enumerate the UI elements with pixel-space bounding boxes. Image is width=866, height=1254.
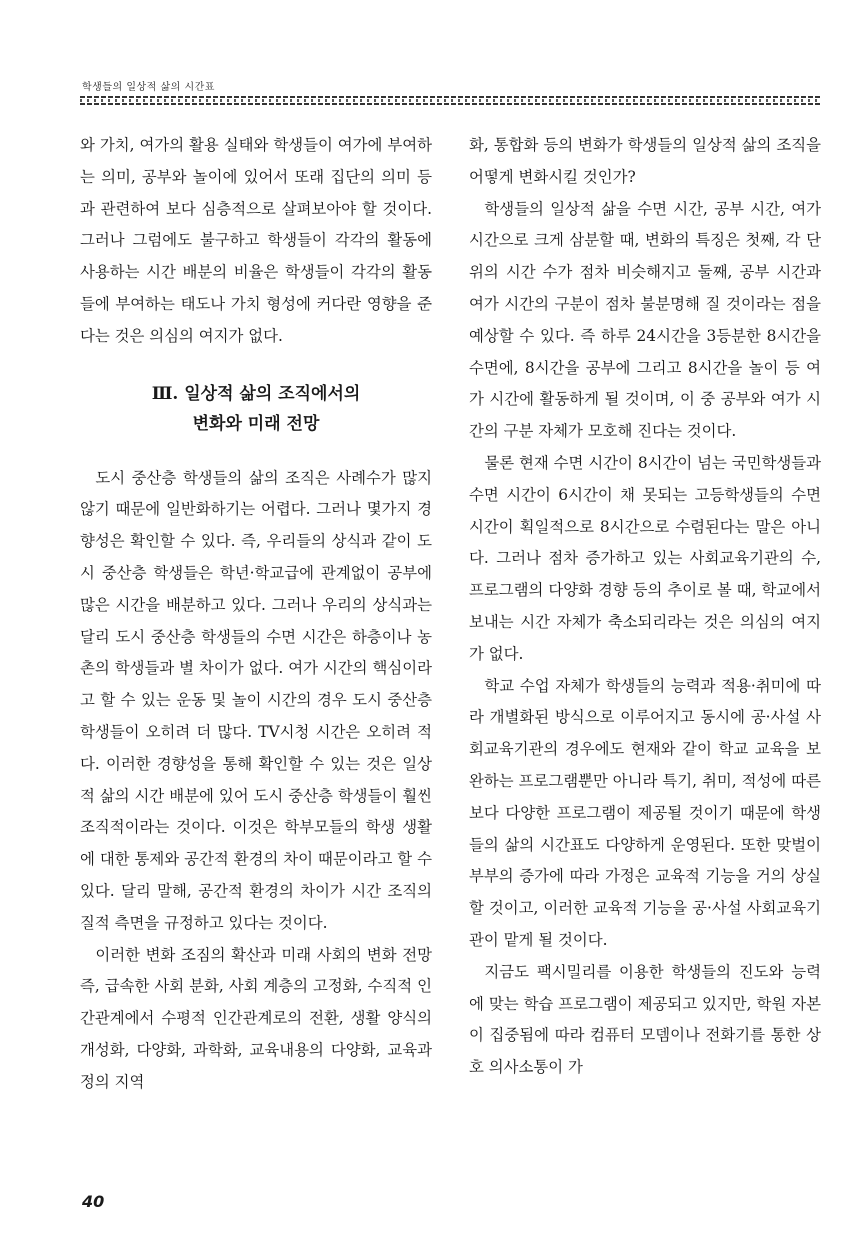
section-heading xyxy=(80,379,432,439)
paragraph: 와 가치, 여가의 활용 실태와 학생들이 여가에 부여하는 의미, 공부와 놀이에 있어서 또래 집단의 의미 등과 관련하여 보다 심층적으로 살펴보아야 할 것이다. 그러나 그럼에도 불구하고 학생들이 각각의 활동에 사용하는 시간 배분의 비율은 학생들이 각각의 활동들에 부여하는 태도나 가치 형성에 커다란 영향을 준다는 것은 의심의 여지가 없다. xyxy=(80,136,432,345)
paragraph: 학생들의 일상적 삶을 수면 시간, 공부 시간, 여가 시간으로 크게 삼분할 때, 변화의 특징은 첫째, 각 단위의 시간 수가 점차 비슷해지고 둘째, 공부 시간과 여가 시간의 구분이 점차 불분명해 질 것이라는 점을 예상할 수 있다. 즉 하루 24시간을 3등분한 8시간을 수면에, 8시간을 공부에 그리고 8시간을 놀이 등 여가 시간에 활동하게 될 것이며, 이 중 공부와 여가 시간의 구분 자체가 모호해 진다는 것이다. xyxy=(469,199,821,441)
page-number: 40 xyxy=(82,1192,105,1211)
left-column xyxy=(80,130,432,1099)
paragraph: 도시 중산층 학생들의 삶의 조직은 사례수가 많지 않기 때문에 일반화하기는 어렵다. 그러나 몇가지 경향성은 확인할 수 있다. 즉, 우리들의 상식과 같이 도시 중산층 학생들은 학년·학교급에 관계없이 공부에 많은 시간을 배분하고 있다. 그러나 우리의 상식과는 달리 도시 중산층 학생들의 수면 시간은 하층이나 농촌의 학생들과 별 차이가 없다. 여가 시간의 핵심이라고 할 수 있는 운동 및 놀이 시간의 경우 도시 중산층 학생들이 오히려 더 많다. TV시청 시간은 오히려 적다. 이러한 경향성을 통해 확인할 수 있는 것은 일상적 삶의 시간 배분에 있어 도시 중산층 학생들이 훨씬 조직적이라는 것이다. 이것은 학부모들의 학생 생활에 대한 통제와 공간적 환경의 차이 때문이라고 할 수 있다. 달리 말해, 공간적 환경의 차이가 시간 조직의 질적 측면을 규정하고 있다는 것이다. xyxy=(80,468,432,932)
right-column xyxy=(469,130,821,1084)
section-heading-line2: 변화와 미래 전망 xyxy=(192,413,320,434)
running-title: 학생들의 일상적 삶의 시간표 xyxy=(82,82,215,93)
paragraph: 물론 현재 수면 시간이 8시간이 넘는 국민학생들과 수면 시간이 6시간이 채 못되는 고등학생들의 수면 시간이 획일적으로 8시간으로 수렴된다는 말은 아니다. 그러나 점차 증가하고 있는 사회교육기관의 수, 프로그램의 다양화 경향 등의 추이로 볼 때, 학교에서 보내는 시간 자체가 축소되리라는 것은 의심의 여지가 없다. xyxy=(469,453,821,663)
paragraph: 지금도 팩시밀리를 이용한 학생들의 진도와 능력에 맞는 학습 프로그램이 제공되고 있지만, 학원 자본이 집중됨에 따라 컴퓨터 모뎀이나 전화기를 통한 상호 의사소통이 가 xyxy=(469,962,821,1077)
header-rule xyxy=(80,96,822,105)
section-heading-line1: Ⅲ. 일상적 삶의 조직에서의 xyxy=(151,383,361,404)
paragraph: 이러한 변화 조짐의 확산과 미래 사회의 변화 전망 즉, 급속한 사회 분화, 사회 계층의 고정화, 수직적 인간관계에서 수평적 인간관계로의 전환, 생활 양식의 개성화, 다양화, 과학화, 교육내용의 다양화, 교육과정의 지역 xyxy=(80,945,432,1091)
paragraph: 화, 통합화 등의 변화가 학생들의 일상적 삶의 조직을 어떻게 변화시킬 것인가? xyxy=(469,136,821,186)
paragraph: 학교 수업 자체가 학생들의 능력과 적용·취미에 따라 개별화된 방식으로 이루어지고 동시에 공·사설 사회교육기관의 경우에도 현재와 같이 학교 교육을 보완하는 프로그램뿐만 아니라 특기, 취미, 적성에 따른 보다 다양한 프로그램이 제공될 것이기 때문에 학생들의 삶의 시간표도 다양하게 운영된다. 또한 맞벌이 부부의 증가에 따라 가정은 교육적 기능을 거의 상실할 것이고, 이러한 교육적 기능을 공·사설 사회교육기관이 맡게 될 것이다. xyxy=(469,676,821,949)
